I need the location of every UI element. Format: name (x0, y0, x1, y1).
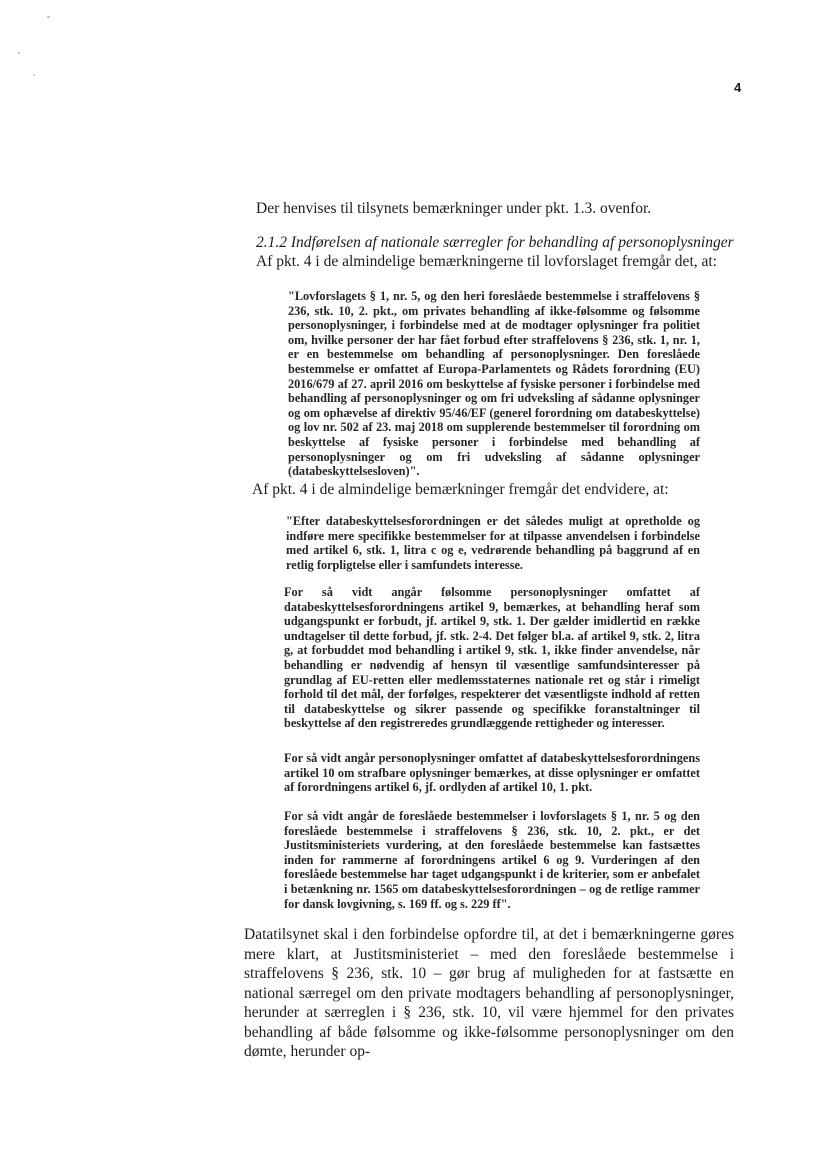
scan-speck (18, 52, 20, 54)
section-heading: 2.1.2 Indførelsen af nationale særregler for behandling af personoplysninger (256, 234, 734, 251)
lead-paragraph-1: Af pkt. 4 i de almindelige bemærkningerne til lovforslaget fremgår det, at: (256, 253, 717, 270)
intro-paragraph: Der henvises til tilsynets bemærkninger under pkt. 1.3. ovenfor. (256, 200, 652, 217)
closing-paragraph: Datatilsynet skal i den forbindelse opfordre til, at det i bemærkningerne gøres mere klart, at Justitsministeriet – med den foreslåede bestemmelse i straffelovens § 236, stk. 10 – gør brug af muligheden for at fastsætte en national særregel om den private modtagers behandling af personoplysninger, herunder at særreglen i § 236, stk. 10, vil være hjemmel for den privates behandling af både følsomme og ikke-følsomme personoplysninger om den dømte, herunder op- (244, 926, 734, 1060)
quote-paragraph-4: For så vidt angår personoplysninger omfattet af databeskyttelsesforordningens artikel 10 om strafbare oplysninger bemærkes, at disse oplysninger er omfattet af forordningens artikel 6, jf. ordlyden af artikel 10, 1. pkt. (284, 751, 700, 795)
quote-paragraph-3: For så vidt angår følsomme personoplysninger omfattet af databeskyttelsesforordningens artikel 9, bemærkes, at behandling heraf som udgangspunkt er forbudt, jf. artikel 9, stk. 1. Der gælder imidlertid en række undtagelser til dette forbud, jf. stk. 2-4. Det følger bl.a. af artikel 9, stk. 2, litra g, at forbuddet mod behandling i artikel 9, stk. 1, ikke finder anvendelse, når behandling er nødvendig af hensyn til væsentlige samfundsinteresser på grundlag af EU-retten eller medlemsstaternes nationale ret og står i rimeligt forhold til det mål, der forfølges, respekterer det væsentligste indhold af retten til databeskyttelse og sikrer passende og specifikke foranstaltninger til beskyttelse af den registreredes grundlæggende rettigheder og interesser. (284, 585, 700, 731)
quote-paragraph-1: "Lovforslagets § 1, nr. 5, og den heri foreslåede bestemmelse i straffelovens § 236, stk. 10, 2. pkt., om privates behandling af ikke-følsomme og følsomme personoplysninger, i forbindelse med at de modtager oplysninger fra politiet om, hvilke personer der har fået forbud efter straffelovens § 236, stk. 1, nr. 1, er en bestemmelse om behandling af personoplysninger. Den foreslåede bestemmelse er omfattet af Europa-Parlamentets og Rådets forordning (EU) 2016/679 af 27. april 2016 om beskyttelse af fysiske personer i forbindelse med behandling af personoplysninger og om fri udveksling af sådanne oplysninger og om ophævelse af direktiv 95/46/EF (generel forordning om databeskyttelse) og lov nr. 502 af 23. maj 2018 om supplerende bestemmelser til forordning om beskyttelse af fysiske personer i forbindelse med behandling af personoplysninger og om fri udveksling af sådanne oplysninger (databeskyttelsesloven)". (288, 289, 700, 479)
lead-paragraph-2: Af pkt. 4 i de almindelige bemærkninger fremgår det endvidere, at: (252, 481, 669, 498)
scan-speck (47, 16, 50, 18)
scan-speck (33, 74, 35, 76)
page-number: 4 (734, 80, 742, 95)
quote-paragraph-2: "Efter databeskyttelsesforordningen er det således muligt at opretholde og indføre mere specifikke bestemmelser for at tilpasse anvendelsen i forbindelse med artikel 6, stk. 1, litra c og e, vedrørende behandling på baggrund af en retlig forpligtelse eller i samfundets interesse. (286, 514, 700, 572)
quote-paragraph-5: For så vidt angår de foreslåede bestemmelser i lovforslagets § 1, nr. 5 og den foreslåede bestemmelse i straffelovens § 236, stk. 10, 2. pkt., er det Justitsministeriets vurdering, at den foreslåede bestemmelse kan fastsættes inden for rammerne af forordningens artikel 6 og 9. Vurderingen af den foreslåede bestemmelse har taget udgangspunkt i de kriterier, som er anbefalet i betænkning nr. 1565 om databeskyttelsesforordningen – og de retlige rammer for dansk lovgivning, s. 169 ff. og s. 229 ff". (284, 809, 700, 911)
